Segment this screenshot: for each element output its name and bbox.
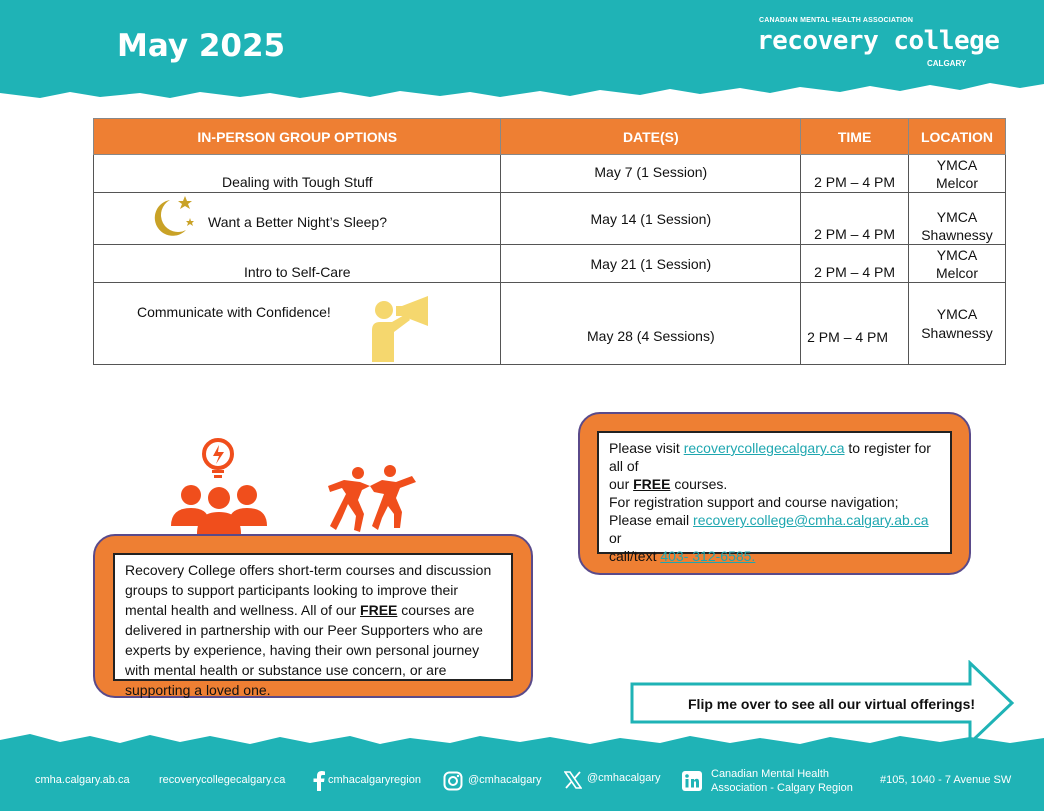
register-box	[578, 412, 971, 575]
flip-message: Flip me over to see all our virtual offerings!	[688, 696, 976, 712]
column-header: TIME	[801, 119, 909, 155]
about-text: Recovery College offers short-term courses and discussion groups to support participants looking to improve their mental health and wellness. All of our FREE courses are delivered in partnership with our Peer Supporters who are experts by experience, having their own personal journey with mental health or substance use concern, or are supporting a loved one.	[125, 562, 492, 698]
instagram-link[interactable]: @cmhacalgary	[468, 774, 542, 786]
email-link[interactable]: recovery.college@cmha.calgary.ab.ca	[693, 512, 929, 528]
course-date: May 28 (4 Sessions)	[501, 283, 801, 365]
linkedin-label[interactable]: Canadian Mental Health Association - Calgary Region	[711, 768, 853, 794]
footer-college-link[interactable]: recoverycollegecalgary.ca	[159, 774, 286, 786]
course-date: May 7 (1 Session)	[501, 155, 801, 193]
recovery-college-logo: CANADIAN MENTAL HEALTH ASSOCIATION recovery college CALGARY	[757, 17, 1000, 68]
about-content	[113, 553, 513, 698]
linkedin-icon[interactable]	[682, 771, 702, 791]
facebook-link[interactable]: cmhacalgaryregion	[328, 774, 421, 786]
x-link[interactable]: @cmhacalgary	[587, 772, 661, 784]
location-name: YMCA	[936, 246, 978, 263]
course-cell	[94, 283, 501, 365]
page-title: May 2025	[117, 28, 286, 64]
column-header: IN-PERSON GROUP OPTIONS	[94, 119, 501, 155]
megaphone-person-icon	[368, 292, 438, 362]
moon-stars-icon	[144, 194, 196, 244]
schedule-table	[93, 118, 1006, 365]
table-row	[94, 283, 1006, 365]
location-branch: Melcor	[936, 174, 979, 191]
course-date: May 14 (1 Session)	[501, 193, 801, 245]
footer-address: #105, 1040 - 7 Avenue SW	[880, 774, 1012, 786]
footer-background	[0, 730, 1044, 811]
footer-website-link[interactable]: cmha.calgary.ab.ca	[35, 774, 130, 786]
location-name: YMCA	[936, 305, 978, 322]
website-link[interactable]: recoverycollegecalgary.ca	[683, 440, 845, 456]
course-location	[909, 283, 1006, 365]
course-name: Communicate with Confidence!	[137, 303, 331, 320]
course-time: 2 PM – 4 PM	[801, 283, 909, 365]
register-content	[597, 431, 952, 564]
course-date: May 21 (1 Session)	[501, 245, 801, 283]
about-box	[93, 534, 533, 698]
location-branch: Shawnessy	[921, 324, 993, 341]
column-header: DATE(S)	[501, 119, 801, 155]
course-location	[909, 245, 1006, 283]
location-branch: Shawnessy	[921, 227, 993, 243]
facebook-icon[interactable]	[313, 771, 325, 791]
table-header-row	[94, 119, 1006, 155]
course-time: 2 PM – 4 PM	[801, 155, 909, 193]
column-header: LOCATION	[909, 119, 1006, 155]
location-branch: Melcor	[936, 264, 979, 281]
course-time: 2 PM – 4 PM	[801, 245, 909, 283]
course-location	[909, 193, 1006, 245]
location-name: YMCA	[936, 209, 978, 225]
course-name: Want a Better Night’s Sleep?	[208, 213, 387, 230]
register-text: Please visit recoverycollegecalgary.ca to register for all of our FREE courses. For registration support and course navigation; Please email recovery.college@cmha.calgary.ab.ca or call/text 403- 312-6585.	[609, 440, 931, 564]
course-location	[909, 155, 1006, 193]
course-name: Dealing with Tough Stuff	[94, 155, 501, 193]
x-twitter-icon[interactable]	[564, 771, 582, 789]
table-row	[94, 155, 1006, 193]
table-row	[94, 245, 1006, 283]
header-band	[0, 0, 1044, 100]
instagram-icon[interactable]	[443, 771, 463, 791]
course-time: 2 PM – 4 PM	[801, 193, 909, 245]
phone-link[interactable]: 403- 312-6585.	[660, 548, 756, 564]
dancing-people-icon	[324, 464, 420, 534]
course-name: Intro to Self-Care	[94, 245, 501, 283]
table-row	[94, 193, 1006, 245]
group-lightbulb-icon	[169, 434, 269, 534]
course-cell	[94, 193, 501, 245]
footer-band	[0, 730, 1044, 811]
location-name: YMCA	[936, 156, 978, 173]
